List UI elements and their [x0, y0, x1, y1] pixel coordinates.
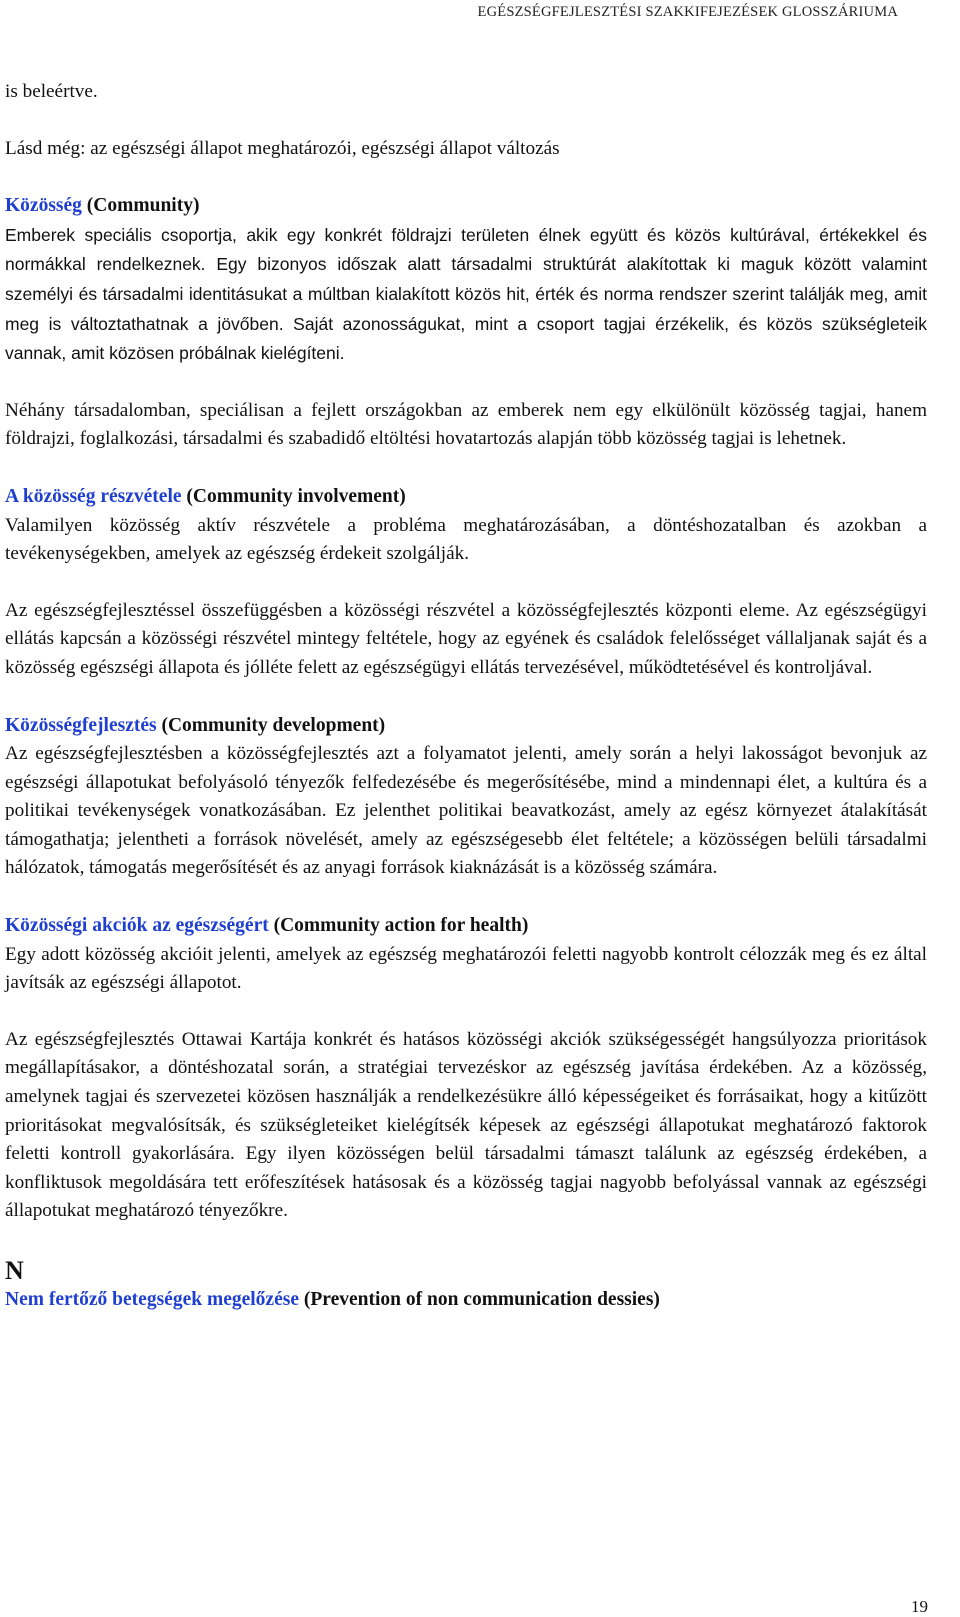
entry-paragraph: [5, 221, 927, 369]
entry-paragraph: Az egészségfejlesztésben a közösségfejlesztés azt a folyamatot jelenti, amely során a helyi lakosságot bevonjuk az egészségi állapotukat befolyásoló tényezők felfedezésébe és megerősítésébe, mind a mindennapi élet, a kultúra és a politikai tevékenységek vonatkozásában. Ez jelenthet politikai beavatkozást, amely az egész környezet átalakítását támogathatja; jelentheti a források növelését, amely az egészségesebb élet feltétele; a közösségen belüli társadalmi hálózatok, támogatás megerősítését és az anyagi források kiaknázását is a közösség számára.: [5, 743, 927, 879]
entry-heading: [5, 712, 927, 741]
entry-english: (Prevention of non communication dessies): [298, 1289, 660, 1310]
entry-paragraph: Az egészségfejlesztéssel összefüggésben a közösségi részvétel a közösségfejlesztés központi eleme. Az egészségügyi ellátás kapcsán a közösségi részvétel mintegy feltétele, hogy az egyének és családok felelősséget vállaljanak saját és a közösség egészségi állapota és jólléte felett az egészségügyi ellátás tervezésével, működtetésével és kontroljával.: [5, 599, 927, 678]
entry-paragraph: Egy adott közösség akcióit jelenti, amelyek az egészség meghatározói feletti nagyobb kontrolt célozzák meg és ez által javítsák az egészségi állapotot.: [5, 943, 927, 994]
continuation-text: is beleértve.: [5, 81, 98, 102]
page-number: 19: [911, 1597, 928, 1616]
entry-english: (Community action for health): [268, 915, 529, 937]
entry-heading-ncd-prevention: [5, 1286, 927, 1315]
entry-heading: [5, 192, 927, 221]
entry-paragraph: Az egészségfejlesztés Ottawai Kartája konkrét és hatásos közösségi akciók szükségességét hangsúlyozza prioritások megállapításakor, a döntéshozatal során, a stratégiai tervezéskor az egészség javítása érdekében. Az a közösség, amelynek tagjai és szervezetei közösen használják a rendelkezésükre álló képességeiket és forrásaikat, hogy a kitűzött prioritásokat megvalósítsák, és szükségleteiket kielégítsék képesek az egészségi állapotukat meghatározó faktorok feletti kontroll gyakorlására. Egy ilyen közösségen belül társadalmi támaszt találunk az egészség érdekében, a konfliktusok megoldására tett erőfeszítések hatásosak és a közösség tagjai nagyobb befolyással vannak az egészségi állapotukat meghatározó tényezőkre.: [5, 1028, 927, 1222]
entry-english: (Community involvement): [181, 485, 406, 507]
entry-term: Közösségi akciók az egészségért: [5, 915, 269, 937]
glossary-entry-community-involvement: [5, 483, 927, 683]
entry-term: Közösségfejlesztés: [5, 714, 157, 736]
entry-heading: [5, 483, 927, 512]
entry-paragraph-text: Emberek speciális csoportja, akik egy konkrét földrajzi területen élnek együtt és közös kultúrával, értékekkel és normákkal rendelkeznek. Egy bizonyos időszak alatt társadalmi struktúrát alakítottak ki maguk között valamint személyi és társadalmi identitásukat a múltban kialakított közös hit, érték és norma rendszer szerint találják meg, amit meg is változtathatnak a jövőben. Saját azonosságukat, mint a csoport tagjai érzékelik, és közös szükségleteik vannak, amit közösen próbálnak kielégíteni.: [5, 224, 927, 364]
entry-paragraph: Valamilyen közösség aktív részvétele a probléma meghatározásában, a döntéshozatalban és azokban a tevékenységekben, amelyek az egészség érdekeit szolgálják.: [5, 514, 927, 565]
glossary-entry-community-action: [5, 912, 927, 1226]
entry-term: A közösség részvétele: [5, 485, 182, 507]
see-also-text: Lásd még: az egészségi állapot meghatározói, egészségi állapot változás: [5, 137, 560, 159]
glossary-entry-community: [5, 192, 927, 454]
section-letter: N: [5, 1256, 24, 1285]
glossary-entry-community-development: [5, 712, 927, 884]
running-header: EGÉSZSÉGFEJLESZTÉSI SZAKKIFEJEZÉSEK GLOSSZÁRIUMA: [477, 4, 898, 20]
entry-paragraph: Néhány társadalomban, speciálisan a fejlett országokban az emberek nem egy elkülönült közösség tagjai, hanem földrajzi, foglalkozási, társadalmi és szabadidő eltöltési hovatartozás alapján több közösség tagjai is lehetnek.: [5, 399, 927, 450]
entry-english: (Community development): [156, 714, 386, 736]
entry-heading: [5, 912, 927, 941]
entry-term: Nem fertőző betegségek megelőzése: [5, 1289, 299, 1310]
entry-english: (Community): [81, 195, 200, 217]
document-body: [5, 78, 927, 1315]
entry-term: Közösség: [5, 195, 82, 217]
